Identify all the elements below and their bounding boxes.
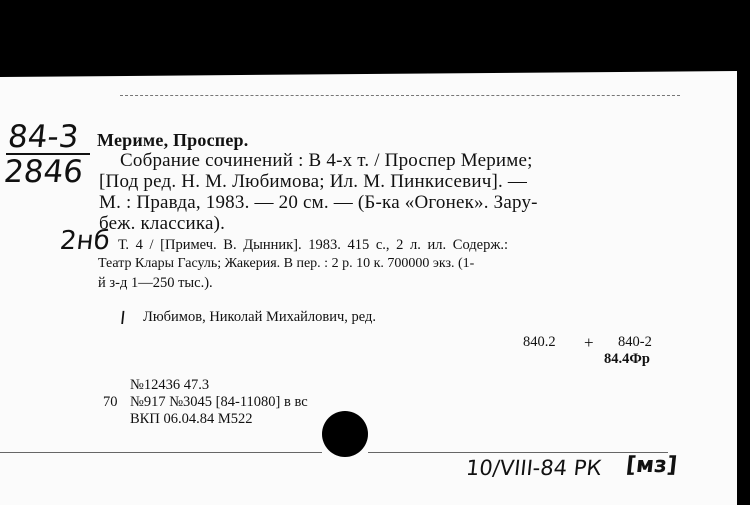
call-number-top: 84-3 xyxy=(6,119,81,155)
tracing-text: Любимов, Николай Михайлович, ред. xyxy=(143,309,377,325)
classification-right: 840-2 xyxy=(618,334,652,350)
title-line-3: М. : Правда, 1983. — 20 см. — (Б-ка «Огонек». Зару- xyxy=(99,192,538,213)
bottom-rule-right xyxy=(368,452,668,453)
record-line-1: №12436 47.3 xyxy=(130,377,210,393)
volume-line-2: Театр Клары Гасуль; Жакерия. В пер. : 2 р. 10 к. 700000 экз. (1- xyxy=(98,256,475,271)
classification-plus: + xyxy=(584,333,594,352)
handwritten-mark: 2нб xyxy=(58,226,112,256)
volume-line-3: й з-д 1—250 тыс.). xyxy=(98,275,213,291)
title-line-4: беж. классика). xyxy=(99,213,226,234)
stamp-mark: [мз] xyxy=(624,453,679,478)
tracing-mark: I xyxy=(118,308,127,329)
classification-second: 84.4Фр xyxy=(604,351,650,367)
title-line-1: Собрание сочинений : В 4-х т. / Проспер Мериме; xyxy=(120,150,533,171)
classification-left: 840.2 xyxy=(523,334,556,350)
volume-line-1: Т. 4 / [Примеч. В. Дынник]. 1983. 415 с., 2 л. ил. Содерж.: xyxy=(118,237,509,253)
record-line-3: ВКП 06.04.84 М522 xyxy=(130,411,253,427)
top-dotted-rule xyxy=(120,95,680,96)
record-prefix: 70 xyxy=(103,394,118,410)
author-heading: Мериме, Проспер. xyxy=(97,130,249,150)
call-number-bottom: 2846 xyxy=(2,154,85,190)
record-line-2: №917 №3045 [84-11080] в вс xyxy=(130,394,308,410)
title-line-2: [Под ред. Н. М. Любимова; Ил. М. Пинкисевич]. — xyxy=(99,171,528,192)
punch-hole xyxy=(322,411,368,457)
handwritten-date: 10/VIII-84 РК xyxy=(464,456,603,480)
bottom-rule-left xyxy=(0,452,322,453)
